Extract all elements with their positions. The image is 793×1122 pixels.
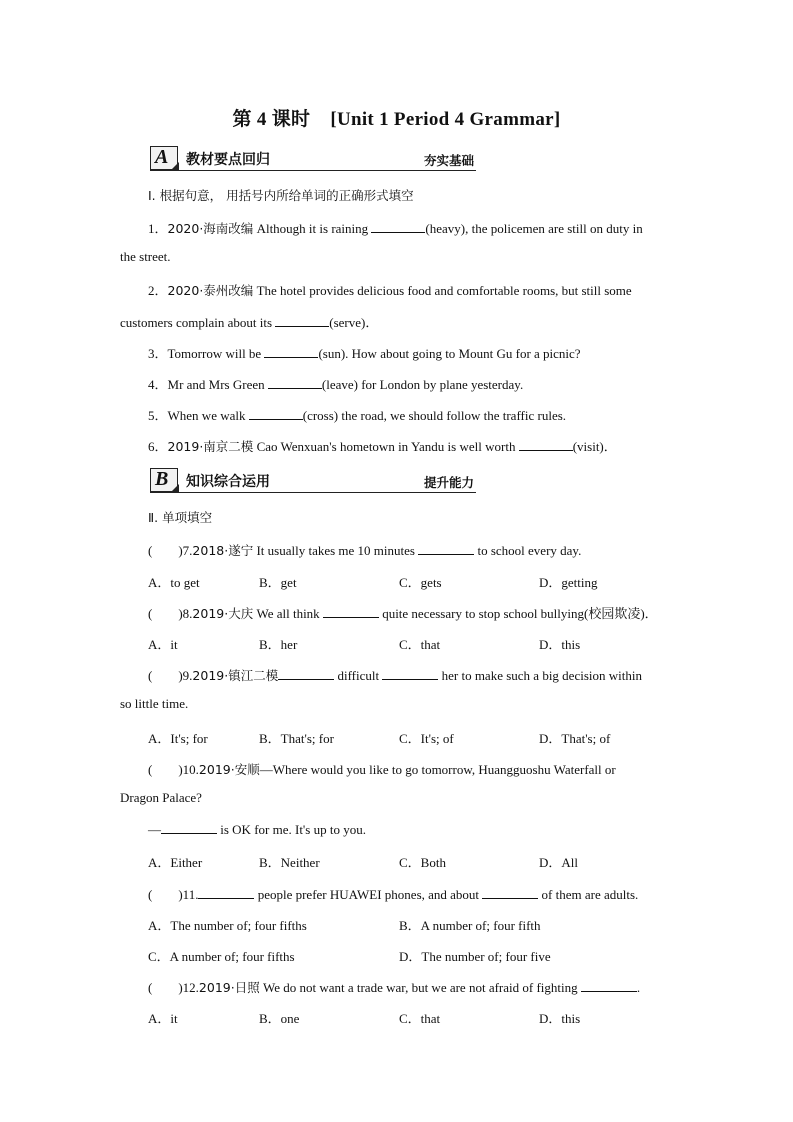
option-a[interactable]: A．The number of; four fifths <box>148 918 307 933</box>
option-a[interactable]: A．It's; for <box>148 731 208 746</box>
option-b[interactable]: B．get <box>259 575 297 590</box>
answer-blank[interactable] <box>275 314 329 327</box>
title-en: [Unit 1 Period 4 Grammar] <box>330 109 561 130</box>
section-b-instruction: Ⅱ. 单项填空 <box>148 510 213 525</box>
question-11: ( )11. people prefer HUAWEI phones, and about of them are adults. <box>148 887 639 902</box>
answer-blank[interactable] <box>268 376 322 389</box>
fill-item-1-cont: the street. <box>120 249 171 264</box>
answer-paren[interactable]: ( ) <box>148 762 183 777</box>
fill-item-6: 6．2019·南京二模 Cao Wenxuan's hometown in Yandu is well worth (visit)． <box>148 439 617 454</box>
section-a-header <box>150 146 476 171</box>
option-a[interactable]: A．to get <box>148 575 200 590</box>
option-c[interactable]: C．It's; of <box>399 731 454 746</box>
option-b[interactable]: B．one <box>259 1011 300 1026</box>
question-10-reply: — is OK for me. It's up to you. <box>148 822 366 837</box>
answer-blank[interactable] <box>519 438 573 451</box>
option-b[interactable]: B．Neither <box>259 855 320 870</box>
option-b[interactable]: B．A number of; four fifth <box>399 918 541 933</box>
fill-item-5: 5．When we walk (cross) the road, we should follow the traffic rules. <box>148 408 567 423</box>
option-c[interactable]: C．that <box>399 637 441 652</box>
fill-item-3: 3．Tomorrow will be (sun). How about going to Mount Gu for a picnic? <box>148 346 581 361</box>
answer-blank <box>198 886 254 899</box>
page-title <box>0 104 793 131</box>
option-a[interactable]: A．it <box>148 637 178 652</box>
answer-blank <box>382 667 438 680</box>
option-c[interactable]: C．Both <box>399 855 446 870</box>
option-d[interactable]: D．The number of; four five <box>399 949 551 964</box>
question-9-cont: so little time. <box>120 696 189 711</box>
fill-item-2-cont: customers complain about its (serve)． <box>120 315 379 330</box>
section-b-title: 知识综合运用 <box>186 474 270 490</box>
question-10: ( )10.2019·安顺—Where would you like to go tomorrow, Huangguoshu Waterfall or <box>148 762 616 777</box>
option-b[interactable]: B．her <box>259 637 298 652</box>
answer-paren[interactable]: ( ) <box>148 887 183 902</box>
answer-blank <box>161 821 217 834</box>
answer-blank[interactable] <box>371 220 425 233</box>
section-a-badge: A <box>150 146 178 170</box>
section-a-instruction: Ⅰ. 根据句意， 用括号内所给单词的正确形式填空 <box>148 188 414 203</box>
option-a[interactable]: A．Either <box>148 855 203 870</box>
option-d[interactable]: D．All <box>539 855 579 870</box>
answer-blank[interactable] <box>249 407 303 420</box>
question-7: ( )7.2018·遂宁 It usually takes me 10 minutes to school every day. <box>148 543 582 558</box>
title-cn: 第 4 课时 <box>232 109 311 130</box>
answer-paren[interactable]: ( ) <box>148 543 183 558</box>
fill-item-1: 1．2020·海南改编 Although it is raining (heavy), the policemen are still on duty in <box>148 221 643 236</box>
question-10-cont: Dragon Palace? <box>120 790 202 805</box>
section-b-subtitle: 提升能力 <box>423 475 474 490</box>
option-c[interactable]: C．A number of; four fifths <box>148 949 295 964</box>
option-c[interactable]: C．gets <box>399 575 442 590</box>
question-9: ( )9.2019·镇江二模 difficult her to make such a big decision within <box>148 668 642 683</box>
option-d[interactable]: D．this <box>539 1011 581 1026</box>
fill-item-2: 2．2020·泰州改编 The hotel provides delicious food and comfortable rooms, but still some <box>148 283 632 298</box>
fill-item-4: 4．Mr and Mrs Green (leave) for London by plane yesterday. <box>148 377 524 392</box>
question-8: ( )8.2019·大庆 We all think quite necessary to stop school bullying(校园欺凌)． <box>148 606 658 621</box>
option-a[interactable]: A．it <box>148 1011 178 1026</box>
option-d[interactable]: D．That's; of <box>539 731 611 746</box>
answer-blank <box>581 979 637 992</box>
answer-paren[interactable]: ( ) <box>148 668 183 683</box>
section-a-title: 教材要点回归 <box>186 152 270 168</box>
question-12: ( )12.2019·日照 We do not want a trade war, but we are not afraid of fighting . <box>148 980 641 995</box>
option-d[interactable]: D．getting <box>539 575 598 590</box>
answer-blank <box>323 605 379 618</box>
answer-paren[interactable]: ( ) <box>148 980 183 995</box>
option-d[interactable]: D．this <box>539 637 581 652</box>
answer-blank <box>482 886 538 899</box>
answer-blank[interactable] <box>264 345 318 358</box>
section-b-header <box>150 468 476 493</box>
answer-paren[interactable]: ( ) <box>148 606 183 621</box>
section-b-badge: B <box>150 468 178 492</box>
option-b[interactable]: B．That's; for <box>259 731 334 746</box>
section-a-subtitle: 夯实基础 <box>423 153 474 168</box>
answer-blank <box>418 542 474 555</box>
answer-blank <box>278 667 334 680</box>
option-c[interactable]: C．that <box>399 1011 441 1026</box>
